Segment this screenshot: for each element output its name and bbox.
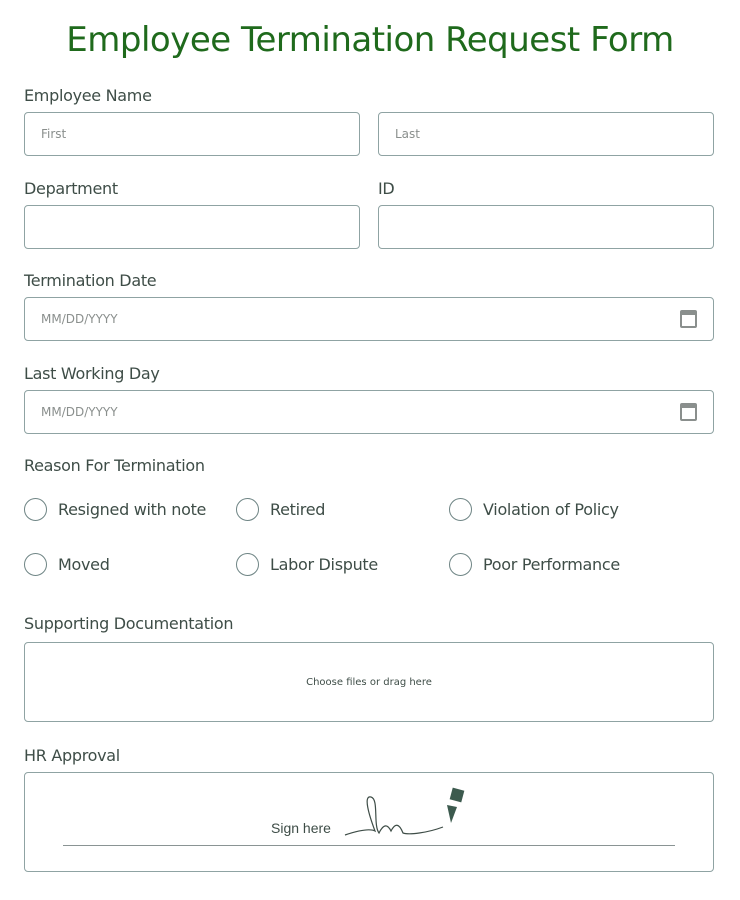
signature-pen-icon bbox=[343, 785, 473, 840]
radio-retired[interactable] bbox=[236, 498, 325, 521]
radio-resigned-with-note[interactable] bbox=[24, 498, 206, 521]
radio-circle[interactable] bbox=[24, 498, 47, 521]
radio-label: Resigned with note bbox=[58, 500, 207, 519]
radio-label: Retired bbox=[270, 500, 326, 519]
last-working-day-placeholder: MM/DD/YYYY bbox=[41, 405, 118, 419]
employee-name-label: Employee Name bbox=[24, 86, 152, 105]
radio-circle[interactable] bbox=[236, 553, 259, 576]
radio-labor-dispute[interactable] bbox=[236, 553, 378, 576]
department-input[interactable] bbox=[24, 205, 360, 249]
radio-violation-of-policy[interactable] bbox=[449, 498, 619, 521]
radio-circle[interactable] bbox=[24, 553, 47, 576]
last-working-day-input[interactable] bbox=[24, 390, 714, 434]
radio-label: Moved bbox=[58, 555, 110, 574]
department-label: Department bbox=[24, 179, 118, 198]
calendar-icon[interactable] bbox=[680, 310, 697, 328]
radio-circle[interactable] bbox=[449, 553, 472, 576]
reason-label: Reason For Termination bbox=[24, 456, 205, 475]
page-title: Employee Termination Request Form bbox=[66, 20, 674, 60]
termination-date-placeholder: MM/DD/YYYY bbox=[41, 312, 118, 326]
last-working-day-label: Last Working Day bbox=[24, 364, 160, 383]
first-name-placeholder: First bbox=[41, 127, 67, 141]
termination-date-label: Termination Date bbox=[24, 271, 157, 290]
radio-label: Poor Performance bbox=[483, 555, 620, 574]
sign-here-text: Sign here bbox=[271, 820, 331, 836]
hr-approval-label: HR Approval bbox=[24, 746, 120, 765]
radio-label: Labor Dispute bbox=[270, 555, 378, 574]
file-upload-dropzone[interactable] bbox=[24, 642, 714, 722]
last-name-input[interactable] bbox=[378, 112, 714, 156]
radio-label: Violation of Policy bbox=[483, 500, 619, 519]
calendar-icon[interactable] bbox=[680, 403, 697, 421]
radio-circle[interactable] bbox=[449, 498, 472, 521]
last-name-placeholder: Last bbox=[395, 127, 420, 141]
radio-moved[interactable] bbox=[24, 553, 110, 576]
radio-circle[interactable] bbox=[236, 498, 259, 521]
id-label: ID bbox=[378, 179, 395, 198]
documentation-label: Supporting Documentation bbox=[24, 614, 234, 633]
first-name-input[interactable] bbox=[24, 112, 360, 156]
dropzone-text: Choose files or drag here bbox=[306, 676, 432, 688]
radio-poor-performance[interactable] bbox=[449, 553, 620, 576]
signature-pad[interactable] bbox=[24, 772, 714, 872]
id-input[interactable] bbox=[378, 205, 714, 249]
termination-date-input[interactable] bbox=[24, 297, 714, 341]
signature-line bbox=[63, 845, 675, 846]
